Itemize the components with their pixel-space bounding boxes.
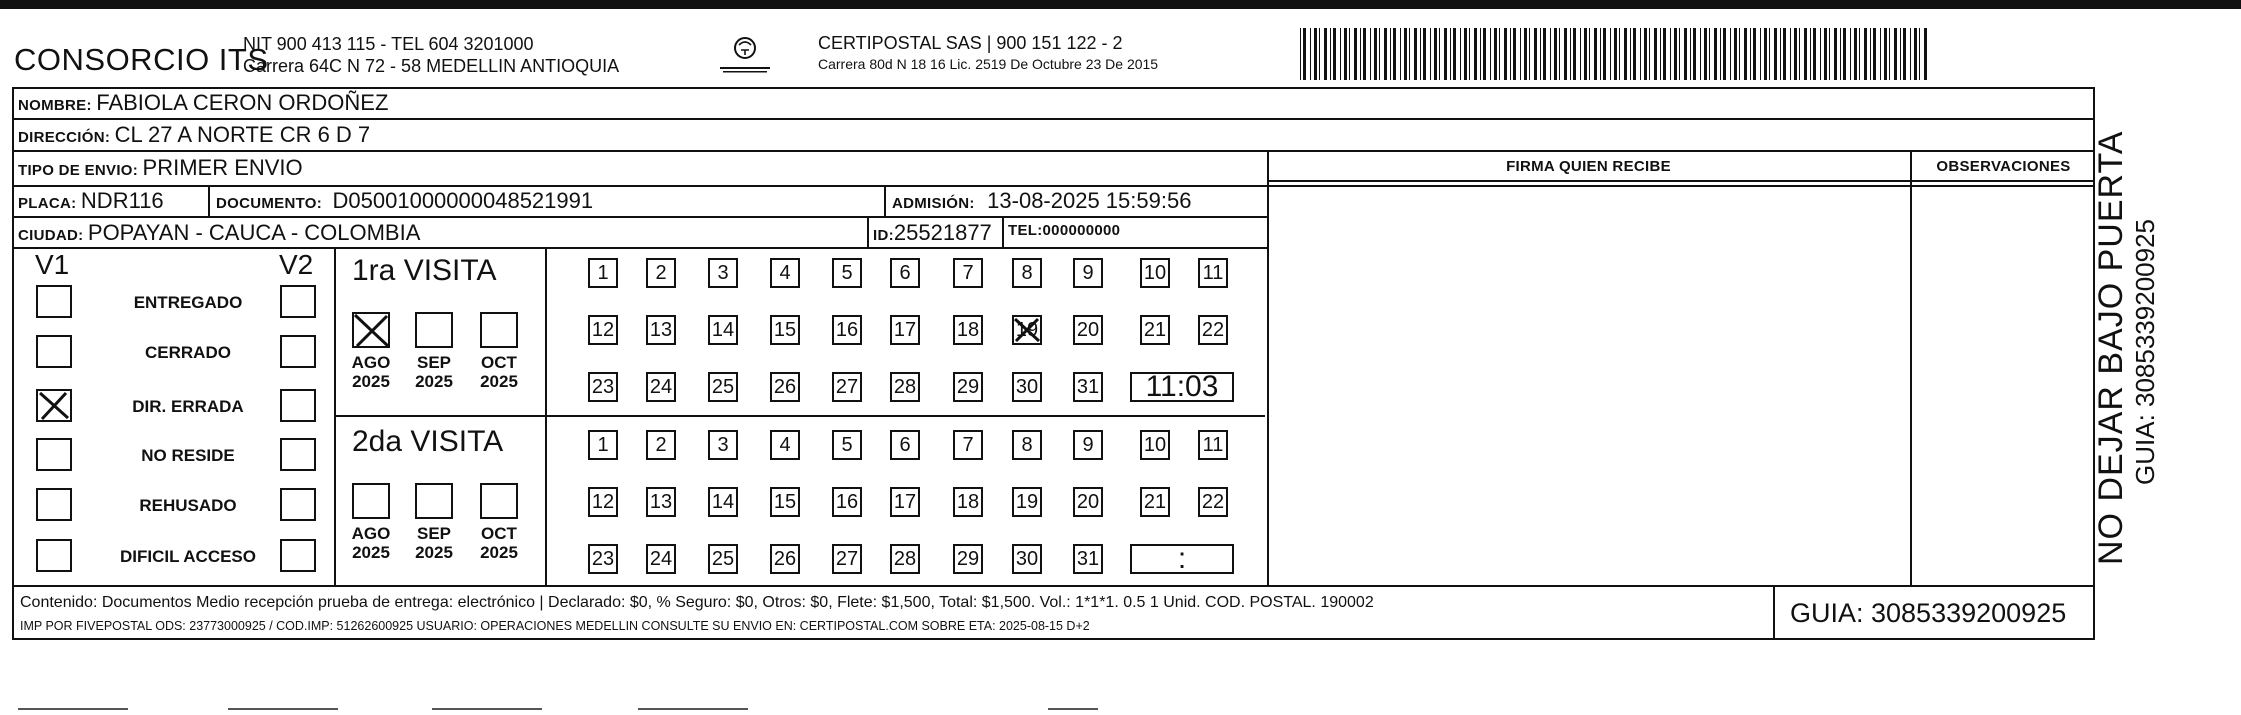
observaciones-label: OBSERVACIONES — [1936, 158, 2071, 175]
v2-checkbox[interactable] — [280, 438, 316, 471]
cut-mark — [228, 708, 338, 710]
id-row — [873, 220, 992, 246]
documento-label: DOCUMENTO: — [216, 195, 323, 212]
v1-checkbox[interactable] — [36, 488, 72, 521]
visit1-day-12[interactable]: 12 — [588, 315, 618, 345]
v1-checkbox[interactable] — [36, 389, 72, 422]
status-label: REHUSADO — [139, 496, 237, 515]
visit1-day-21[interactable]: 21 — [1140, 315, 1170, 345]
col-divider — [545, 247, 547, 587]
nombre-row — [18, 90, 388, 116]
cut-mark — [638, 708, 748, 710]
visit1-day-14[interactable]: 14 — [708, 315, 738, 345]
v1-checkbox[interactable] — [36, 285, 72, 318]
v2-checkbox[interactable] — [280, 335, 316, 368]
visit2-time-box[interactable]: : — [1130, 544, 1234, 574]
v1-checkbox[interactable] — [36, 335, 72, 368]
footer-contenido: Contenido: Documentos Medio recepción prueba de entrega: electrónico | Declarado: $0, % Seguro: $0, Otros: $0, Flete: $1,500, Total: $1,500. Vol.: 1*1*1. 0.5 1 Unid. COD. POSTAL. 190002 — [20, 594, 1374, 611]
visit1-day-15[interactable]: 15 — [770, 315, 800, 345]
visit1-day-16[interactable]: 16 — [832, 315, 862, 345]
visit2-day-4[interactable]: 4 — [770, 430, 800, 460]
visit2-day-6[interactable]: 6 — [890, 430, 920, 460]
col-divider — [208, 185, 210, 218]
admision-value: 13-08-2025 15:59:56 — [987, 188, 1192, 213]
visit2-day-5[interactable]: 5 — [832, 430, 862, 460]
v2-checkbox[interactable] — [280, 285, 316, 318]
row-divider — [12, 247, 1269, 249]
side-warning: NO DEJAR BAJO PUERTA — [2092, 130, 2130, 565]
footer-imp: IMP POR FIVEPOSTAL ODS: 23773000925 / COD.IMP: 51262600925 USUARIO: OPERACIONES MEDELLIN CONSULTE SU ENVIO EN: CERTIPOSTAL.COM SOBRE ETA: 2025-08-15 D+2 — [20, 619, 1090, 633]
row-divider — [12, 185, 2095, 187]
visit2-day-14[interactable]: 14 — [708, 487, 738, 517]
month-label: SEP 2025 — [415, 524, 453, 562]
visit1-day-1[interactable]: 1 — [588, 258, 618, 288]
col-divider — [867, 216, 869, 249]
row-divider — [12, 118, 2095, 120]
visit2-day-24[interactable]: 24 — [646, 544, 676, 574]
carrier-address: Carrera 80d N 18 16 Lic. 2519 De Octubre 23 De 2015 — [818, 56, 1159, 72]
col-divider — [1910, 150, 1912, 587]
visit2-day-10[interactable]: 10 — [1140, 430, 1170, 460]
v1-checkbox[interactable] — [36, 438, 72, 471]
visit2-day-22[interactable]: 22 — [1198, 487, 1228, 517]
visit2-day-9[interactable]: 9 — [1073, 430, 1103, 460]
nit-line: NIT 900 413 115 - TEL 604 3201000 — [243, 34, 534, 54]
visit1-day-9[interactable]: 9 — [1073, 258, 1103, 288]
certipostal-logo — [715, 33, 775, 81]
col-divider — [1267, 150, 1269, 587]
visit2-day-11[interactable]: 11 — [1198, 430, 1228, 460]
id-value: 25521877 — [893, 220, 992, 245]
visit2-day-2[interactable]: 2 — [646, 430, 676, 460]
month-label: AGO 2025 — [351, 524, 391, 562]
firma-label: FIRMA QUIEN RECIBE — [1506, 158, 1671, 175]
visit2-day-20[interactable]: 20 — [1073, 487, 1103, 517]
documento-row — [216, 188, 593, 214]
month-checkbox-sep[interactable] — [415, 312, 453, 348]
ciudad-value: POPAYAN - CAUCA - COLOMBIA — [87, 220, 421, 245]
row-divider — [12, 150, 2095, 152]
visit2-day-1[interactable]: 1 — [588, 430, 618, 460]
visit1-day-6[interactable]: 6 — [890, 258, 920, 288]
visit2-title: 2da VISITA — [352, 425, 504, 458]
sig-header-divider — [1268, 180, 2095, 182]
row-divider — [12, 585, 2095, 587]
ciudad-row — [18, 220, 420, 246]
direccion-value: CL 27 A NORTE CR 6 D 7 — [114, 122, 371, 147]
cut-mark — [432, 708, 542, 710]
tipo-label: TIPO DE ENVIO: — [18, 162, 139, 179]
visit2-day-30[interactable]: 30 — [1012, 544, 1042, 574]
side-guia: GUIA: 3085339200925 — [2130, 219, 2160, 485]
month-label: OCT 2025 — [480, 524, 518, 562]
visit1-day-7[interactable]: 7 — [953, 258, 983, 288]
month-checkbox-ago[interactable] — [352, 483, 390, 519]
visit2-day-17[interactable]: 17 — [890, 487, 920, 517]
visit1-day-10[interactable]: 10 — [1140, 258, 1170, 288]
visit1-day-11[interactable]: 11 — [1198, 258, 1228, 288]
visit1-day-28[interactable]: 28 — [890, 372, 920, 402]
nombre-value: FABIOLA CERON ORDOÑEZ — [96, 90, 389, 115]
visit2-day-27[interactable]: 27 — [832, 544, 862, 574]
col-divider — [334, 247, 336, 587]
footer-guia: GUIA: 3085339200925 — [1790, 598, 2067, 628]
visit1-day-4[interactable]: 4 — [770, 258, 800, 288]
visit2-day-18[interactable]: 18 — [953, 487, 983, 517]
visit1-title: 1ra VISITA — [352, 254, 497, 287]
month-checkbox-oct[interactable] — [480, 483, 518, 519]
visit1-day-30[interactable]: 30 — [1012, 372, 1042, 402]
tipo-value: PRIMER ENVIO — [142, 155, 303, 180]
cut-mark — [18, 708, 128, 710]
visit1-day-25[interactable]: 25 — [708, 372, 738, 402]
visit2-day-28[interactable]: 28 — [890, 544, 920, 574]
status-label: DIR. ERRADA — [132, 397, 244, 416]
top-border — [0, 0, 2241, 9]
month-label: SEP 2025 — [415, 353, 453, 391]
col-divider — [884, 185, 886, 218]
admision-row — [892, 188, 1191, 214]
company-name: CONSORCIO ITS — [14, 42, 269, 77]
visit2-day-19[interactable]: 19 — [1012, 487, 1042, 517]
tel-label: TEL: — [1008, 222, 1043, 239]
visit2-day-25[interactable]: 25 — [708, 544, 738, 574]
visit1-day-27[interactable]: 27 — [832, 372, 862, 402]
visit1-day-8[interactable]: 8 — [1012, 258, 1042, 288]
visit2-day-15[interactable]: 15 — [770, 487, 800, 517]
company-address: Carrera 64C N 72 - 58 MEDELLIN ANTIOQUIA — [243, 56, 620, 76]
visit1-day-18[interactable]: 18 — [953, 315, 983, 345]
documento-value: D05001000000048521991 — [332, 188, 594, 213]
visit-divider — [334, 415, 1265, 417]
placa-value: NDR116 — [80, 188, 164, 213]
status-label: CERRADO — [145, 343, 231, 362]
month-label: AGO 2025 — [351, 353, 391, 391]
month-checkbox-sep[interactable] — [415, 483, 453, 519]
carrier-line: CERTIPOSTAL SAS | 900 151 122 - 2 — [818, 33, 1123, 53]
cut-mark — [1048, 708, 1098, 710]
status-label: DIFICIL ACCESO — [119, 547, 256, 566]
visit2-day-31[interactable]: 31 — [1073, 544, 1103, 574]
visit2-day-21[interactable]: 21 — [1140, 487, 1170, 517]
col-divider — [1002, 216, 1004, 249]
placa-row — [18, 188, 164, 214]
status-label: ENTREGADO — [133, 293, 243, 312]
visit1-day-13[interactable]: 13 — [646, 315, 676, 345]
status-label: NO RESIDE — [141, 446, 235, 465]
visit1-day-3[interactable]: 3 — [708, 258, 738, 288]
visit2-day-16[interactable]: 16 — [832, 487, 862, 517]
visit1-day-22[interactable]: 22 — [1198, 315, 1228, 345]
ciudad-label: CIUDAD: — [18, 227, 84, 244]
visit1-day-24[interactable]: 24 — [646, 372, 676, 402]
visit1-time-box[interactable]: 11:03 — [1130, 372, 1234, 402]
visit1-day-5[interactable]: 5 — [832, 258, 862, 288]
visit1-day-2[interactable]: 2 — [646, 258, 676, 288]
row-divider — [12, 216, 1269, 218]
month-checkbox-oct[interactable] — [480, 312, 518, 348]
visit2-day-3[interactable]: 3 — [708, 430, 738, 460]
visit2-day-29[interactable]: 29 — [953, 544, 983, 574]
visit2-day-8[interactable]: 8 — [1012, 430, 1042, 460]
visit1-day-20[interactable]: 20 — [1073, 315, 1103, 345]
tel-row — [1008, 222, 1120, 240]
placa-label: PLACA: — [18, 195, 77, 212]
visit2-day-23[interactable]: 23 — [588, 544, 618, 574]
visit1-day-29[interactable]: 29 — [953, 372, 983, 402]
visit1-day-19[interactable]: 19 — [1012, 315, 1042, 345]
nombre-label: NOMBRE: — [18, 97, 92, 114]
visit2-day-13[interactable]: 13 — [646, 487, 676, 517]
v2-checkbox[interactable] — [280, 539, 316, 572]
tipo-row — [18, 155, 303, 181]
visit1-day-23[interactable]: 23 — [588, 372, 618, 402]
direccion-label: DIRECCIÓN: — [18, 129, 111, 146]
barcode — [1300, 28, 1932, 80]
visit1-day-31[interactable]: 31 — [1073, 372, 1103, 402]
month-label: OCT 2025 — [480, 353, 518, 391]
visit2-day-26[interactable]: 26 — [770, 544, 800, 574]
visit2-day-7[interactable]: 7 — [953, 430, 983, 460]
id-label: ID: — [873, 227, 894, 244]
admision-label: ADMISIÓN: — [892, 195, 975, 212]
v2-checkbox[interactable] — [280, 389, 316, 422]
visit1-day-26[interactable]: 26 — [770, 372, 800, 402]
v2-checkbox[interactable] — [280, 488, 316, 521]
direccion-row — [18, 122, 370, 148]
visit1-day-17[interactable]: 17 — [890, 315, 920, 345]
col-divider — [1773, 585, 1775, 640]
visit2-day-12[interactable]: 12 — [588, 487, 618, 517]
v2-header: V2 — [279, 249, 314, 280]
v1-checkbox[interactable] — [36, 539, 72, 572]
month-checkbox-ago[interactable] — [352, 312, 390, 348]
tel-value: 000000000 — [1042, 222, 1121, 239]
v1-header: V1 — [35, 249, 70, 280]
